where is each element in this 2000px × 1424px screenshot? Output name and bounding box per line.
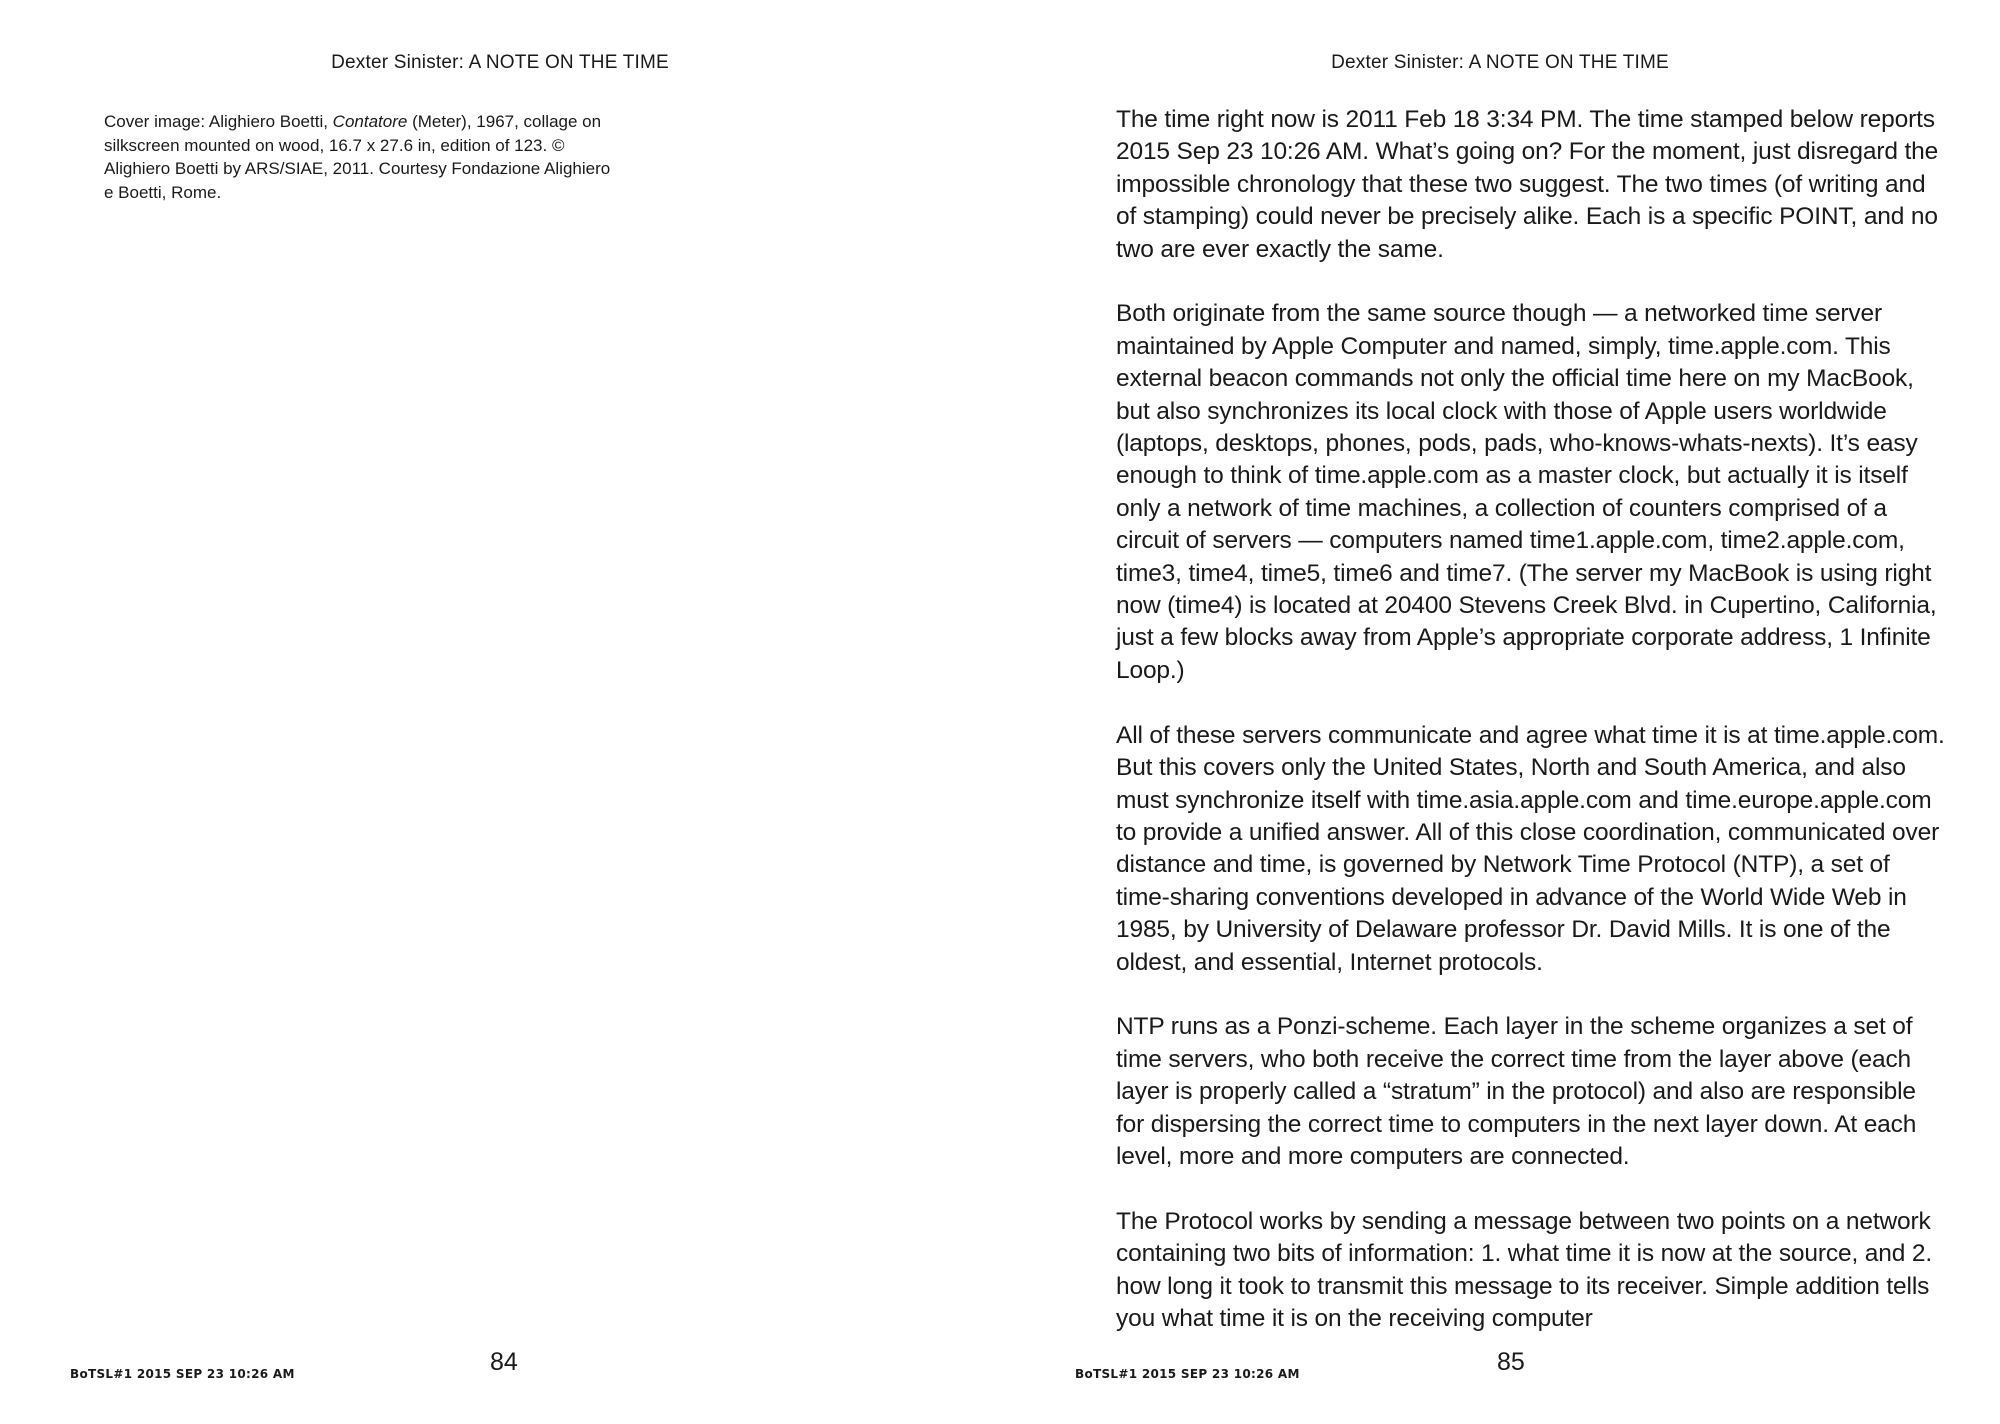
page-number-left: 84 [490, 1348, 518, 1376]
caption-suffix: (Meter), 1967, collage on silkscreen mounted on wood, 16.7 x 27.6 in, edition of 123. [104, 112, 602, 155]
essay-body [1116, 104, 1946, 1368]
paragraph: Both originate from the same source though — a networked time server maintained by Apple Computer and named, simply, time.apple.com. This external beacon commands not only the official time here on my MacBook, but also synchronizes its local clock with those of Apple users worldwide (laptops, desktops, phones, pods, pads, who-knows-whats-nexts). It’s easy enough to think of time.apple.com as a master clock, but actually it is itself only a network of time machines, a collection of counters comprised of a circuit of servers — computers named time1.apple.com, time2.apple.com, time3, time4, time5, time6 and time7. (The server my MacBook is using right now (time4) is located at 20400 Stevens Creek Blvd. in Cupertino, California, just a few blocks away from Apple’s appropriate corporate address, 1 Infinite Loop.) [1116, 300, 1937, 684]
caption-artwork-title: Contatore [332, 112, 408, 131]
caption-prefix: Cover image: Alighiero Boetti, [104, 112, 333, 131]
cover-image-caption [104, 110, 624, 204]
right-page [1000, 0, 2000, 1424]
page-number-right: 85 [1497, 1348, 1525, 1376]
paragraph: All of these servers communicate and agree what time it is at time.apple.com. But this covers only the United States, North and South America, and also must synchronize itself with time.asia.apple.com and time.europe.apple.com to provide a unified answer. All of this close coordination, communicated over distance and time, is governed by Network Time Protocol (NTP), a set of time-sharing conventions developed in advance of the World Wide Web in 1985, by University of Delaware professor Dr. David Mills. It is one of the oldest, and essential, Internet protocols. [1116, 721, 1945, 976]
running-head-right: Dexter Sinister: A NOTE ON THE TIME [1331, 52, 1669, 73]
time-stamp-right: BoTSL#1 2015 SEP 23 10:26 AM [1075, 1367, 1300, 1381]
running-head-left: Dexter Sinister: A NOTE ON THE TIME [331, 52, 669, 73]
time-stamp-left: BoTSL#1 2015 SEP 23 10:26 AM [70, 1367, 295, 1381]
paragraph: NTP runs as a Ponzi-scheme. Each layer in the scheme organizes a set of time servers, who both receive the correct time from the layer above (each layer is properly called a “stratum” in the protocol) and also are responsible for dispersing the correct time to computers in the next layer down. At each level, more and more computers are connected. [1116, 1013, 1917, 1170]
paragraph: The Protocol works by sending a message between two points on a network containing two bits of information: 1. what time it is now at the source, and 2. how long it took to transmit this message to its receiver. Simple addition tells you what time it is on the receiving computer [1116, 1207, 1932, 1332]
paragraph: The time right now is 2011 Feb 18 3:34 PM. The time stamped below reports 2015 Sep 23 10:26 AM. What’s going on? For the moment, just disregard the impossible chronology that these two suggest. The two times (of writing and of stamping) could never be precisely alike. Each is a specific POINT, and no two are ever exactly the same. [1116, 106, 1939, 263]
caption-credit: © Alighiero Boetti by ARS/SIAE, 2011. Courtesy Fondazione Alighiero e Boetti, Rome. [104, 135, 611, 202]
